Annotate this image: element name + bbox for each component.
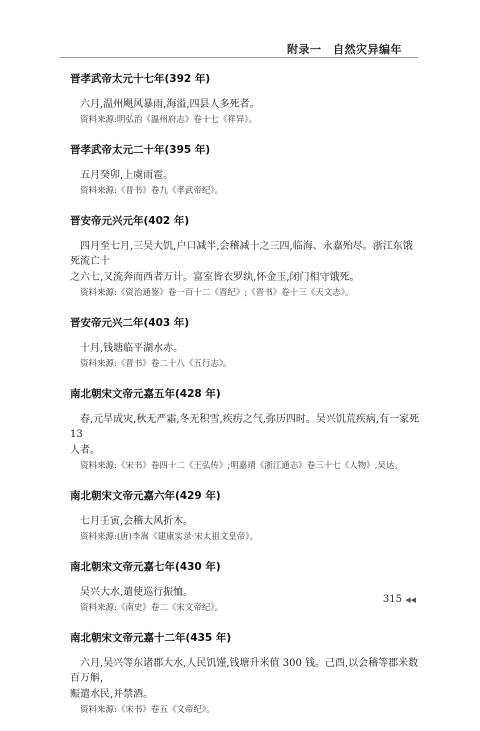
entry-source: 资料来源:《资治通鉴》卷一百十二《晋纪》;《晋书》卷十三《天文志》。 (80, 288, 354, 298)
entry-source: 资料来源:明弘治《温州府志》卷十七《祥异》。 (80, 115, 258, 125)
entry-source: 资料来源:《宋书》卷五《文帝纪》。 (80, 705, 215, 715)
entry (70, 314, 420, 372)
entry-source: 资料来源:《宋书》卷四十二《王弘传》;明嘉靖《浙江通志》卷三十七《人物》,吴达。 (80, 461, 403, 471)
entry-title: 晋孝武帝太元十七年(392 年) (70, 73, 211, 85)
entry-body-line: 赈遣水民,并禁酒。 (70, 689, 154, 700)
entry (70, 558, 420, 616)
entry-body-line: 四月至七月,三吴大饥,户口减半,会稽减十之三四,临海、永嘉殆尽。浙江东饿死流亡十 (70, 241, 413, 267)
entry-body-line: 六月,温州飓风暴雨,海溢,四县人多死者。 (80, 99, 260, 110)
entry-title: 晋孝武帝太元二十年(395 年) (70, 144, 211, 156)
entry-body-line: 之六七,又流奔而西者万计。富室皆衣罗纨,怀金玉,闭门相守饿死。 (70, 272, 360, 283)
entry (70, 212, 420, 301)
entry (70, 70, 420, 128)
entry (70, 141, 420, 199)
entry-title: 南北朝宋文帝元嘉七年(430 年) (70, 561, 221, 573)
entry (70, 487, 420, 545)
page-number: 315 (382, 594, 402, 605)
entry-source: 资料来源:《晋书》卷九《孝武帝纪》。 (80, 186, 224, 196)
entry (70, 629, 420, 718)
entry (70, 385, 420, 474)
page-marker-icon: ◀◀ (405, 596, 416, 604)
entry-source: 资料来源:《晋书》卷二十八《五行志》。 (80, 359, 232, 369)
entry-title: 晋安帝元兴二年(403 年) (70, 317, 190, 329)
entry-source: 资料来源:(唐)李嵩《建康实录·宋太祖文皇帝》。 (80, 532, 258, 542)
running-header: 附录一 自然灾异编年 (287, 43, 402, 56)
entry-body-line: 春,元旱成灾,秋无严霜,冬无积雪,疾疠之气,弥历四时。吴兴饥荒疾病,有一家死 13 (70, 414, 420, 440)
entry-body-line: 七月壬寅,会稽大风折木。 (80, 516, 194, 527)
entry-title: 晋安帝元兴元年(402 年) (70, 215, 190, 227)
entry-body-line: 吴兴大水,遣使巡行振恤。 (80, 587, 194, 598)
entry-title: 南北朝宋文帝元嘉六年(429 年) (70, 490, 221, 502)
entry-source: 资料来源:《南史》卷二《宋文帝纪》。 (80, 603, 224, 613)
entry-body-line: 人者。 (70, 445, 100, 456)
entry-body-line: 十月,钱塘临平湖水赤。 (80, 343, 184, 354)
entry-body-line: 六月,吴兴等东诸郡大水,人民饥馑,钱塘升米值 300 钱。己酉,以会稽等郡米数百万斛, (70, 658, 419, 684)
entry-title: 南北朝宋文帝元嘉五年(428 年) (70, 388, 221, 400)
chronicle-content (70, 70, 420, 731)
entry-title: 南北朝宋文帝元嘉十二年(435 年) (70, 632, 232, 644)
entry-body-line: 五月癸卯,上虞雨雹。 (80, 170, 174, 181)
header-rule (60, 57, 418, 58)
